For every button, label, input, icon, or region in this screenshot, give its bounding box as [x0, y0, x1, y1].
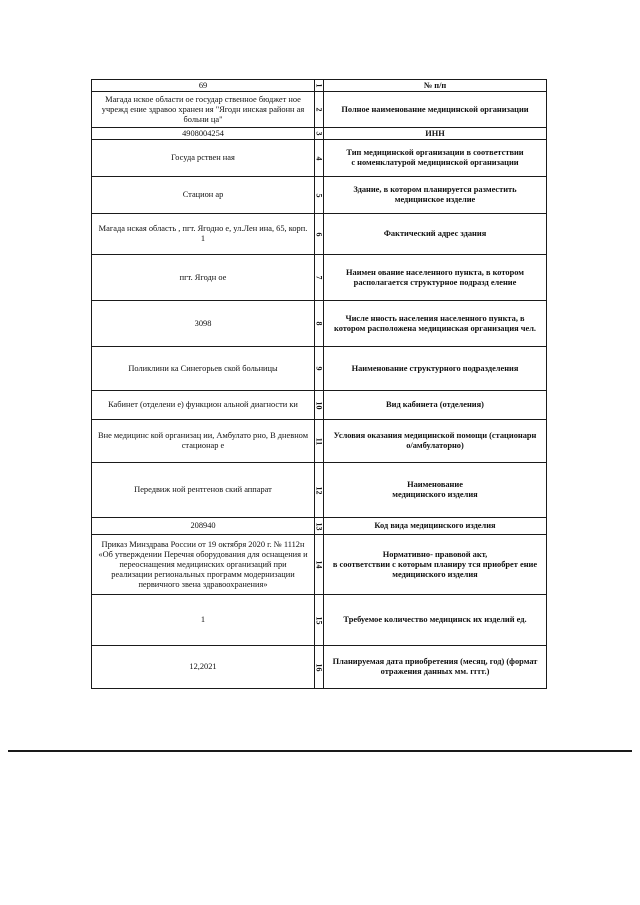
row-number: 10: [315, 391, 324, 420]
row-value: Поликлини ка Синегорьев ской больницы: [92, 347, 315, 391]
row-number: 7: [315, 255, 324, 301]
row-value: Магада нская область , пгт. Ягодно е, ул.Лен ина, 65, корп. 1: [92, 214, 315, 255]
table-row: [92, 128, 547, 140]
row-value: Приказ Минздрава России от 19 октября 2020 г. № 1112н «Об утверждении Перечня оборудования для оснащения и переоснащения медицинских организаций при реализации региональных программ модернизации первичного звена здравоохранения»: [92, 535, 315, 595]
table-row: [92, 646, 547, 689]
row-label: Наименование структурного подразделения: [324, 347, 547, 391]
row-value: Магада нское области ое государ ственное бюджет ное учрежд ение здравоо хранен ия "Ягодн инская районн ая больни ца": [92, 92, 315, 128]
table-row: [92, 535, 547, 595]
row-number: 3: [315, 128, 324, 140]
row-number: 11: [315, 420, 324, 463]
row-value: Вне медицинс кой организац ии, Амбулато рно, В дневном стационар е: [92, 420, 315, 463]
table-row: [92, 140, 547, 177]
row-label: Условия оказания медицинской помощи (стационарн о/амбулаторно): [324, 420, 547, 463]
table-row: [92, 420, 547, 463]
row-label: Наименование медицинского изделия: [324, 463, 547, 518]
table-row: [92, 347, 547, 391]
row-number: 12: [315, 463, 324, 518]
table-row: [92, 177, 547, 214]
row-label: ИНН: [324, 128, 547, 140]
row-label: Числе нность населения населенного пункта, в котором расположена медицинская организация чел.: [324, 301, 547, 347]
row-label: Наимен ование населенного пункта, в котором располагается структурное подразд еление: [324, 255, 547, 301]
row-label: Требуемое количество медицинск их изделий ед.: [324, 595, 547, 646]
row-label: Здание, в котором планируется разместить медицинское изделие: [324, 177, 547, 214]
row-label: Вид кабинета (отделения): [324, 391, 547, 420]
horizontal-divider: [8, 750, 632, 752]
row-number: 5: [315, 177, 324, 214]
row-number: 8: [315, 301, 324, 347]
row-value: пгт. Ягодн ое: [92, 255, 315, 301]
row-number: 2: [315, 92, 324, 128]
table-row: [92, 463, 547, 518]
table-row: [92, 80, 547, 92]
application-form-table: [91, 79, 547, 689]
row-label: Тип медицинской организации в соответствии с номенклатурой медицинской организации: [324, 140, 547, 177]
table-row: [92, 214, 547, 255]
row-number: 1: [315, 80, 324, 92]
row-value: Госуда рствен ная: [92, 140, 315, 177]
row-value: Кабинет (отделени е) функцион альной диагности ки: [92, 391, 315, 420]
row-label: Фактический адрес здания: [324, 214, 547, 255]
row-value: 69: [92, 80, 315, 92]
table-row: [92, 595, 547, 646]
row-value: 208940: [92, 518, 315, 535]
table-row: [92, 301, 547, 347]
table-row: [92, 92, 547, 128]
row-value: 12,2021: [92, 646, 315, 689]
row-value: 4908004254: [92, 128, 315, 140]
row-label: Код вида медицинского изделия: [324, 518, 547, 535]
table-row: [92, 255, 547, 301]
row-label: Планируемая дата приобретения (месяц, год) (формат отражения данных мм. гггг.): [324, 646, 547, 689]
row-number: 15: [315, 595, 324, 646]
row-label: № п/п: [324, 80, 547, 92]
row-number: 14: [315, 535, 324, 595]
row-value: Стацион ар: [92, 177, 315, 214]
row-number: 4: [315, 140, 324, 177]
row-number: 9: [315, 347, 324, 391]
table-row: [92, 391, 547, 420]
row-number: 13: [315, 518, 324, 535]
table-row: [92, 518, 547, 535]
row-number: 16: [315, 646, 324, 689]
row-value: Передвиж ной рентгенов ский аппарат: [92, 463, 315, 518]
row-value: 3098: [92, 301, 315, 347]
row-value: 1: [92, 595, 315, 646]
row-label: Полное наименование медицинской организации: [324, 92, 547, 128]
row-label: Нормативно- правовой акт, в соответствии с которым планиру тся приобрет ение медицинского изделия: [324, 535, 547, 595]
row-number: 6: [315, 214, 324, 255]
